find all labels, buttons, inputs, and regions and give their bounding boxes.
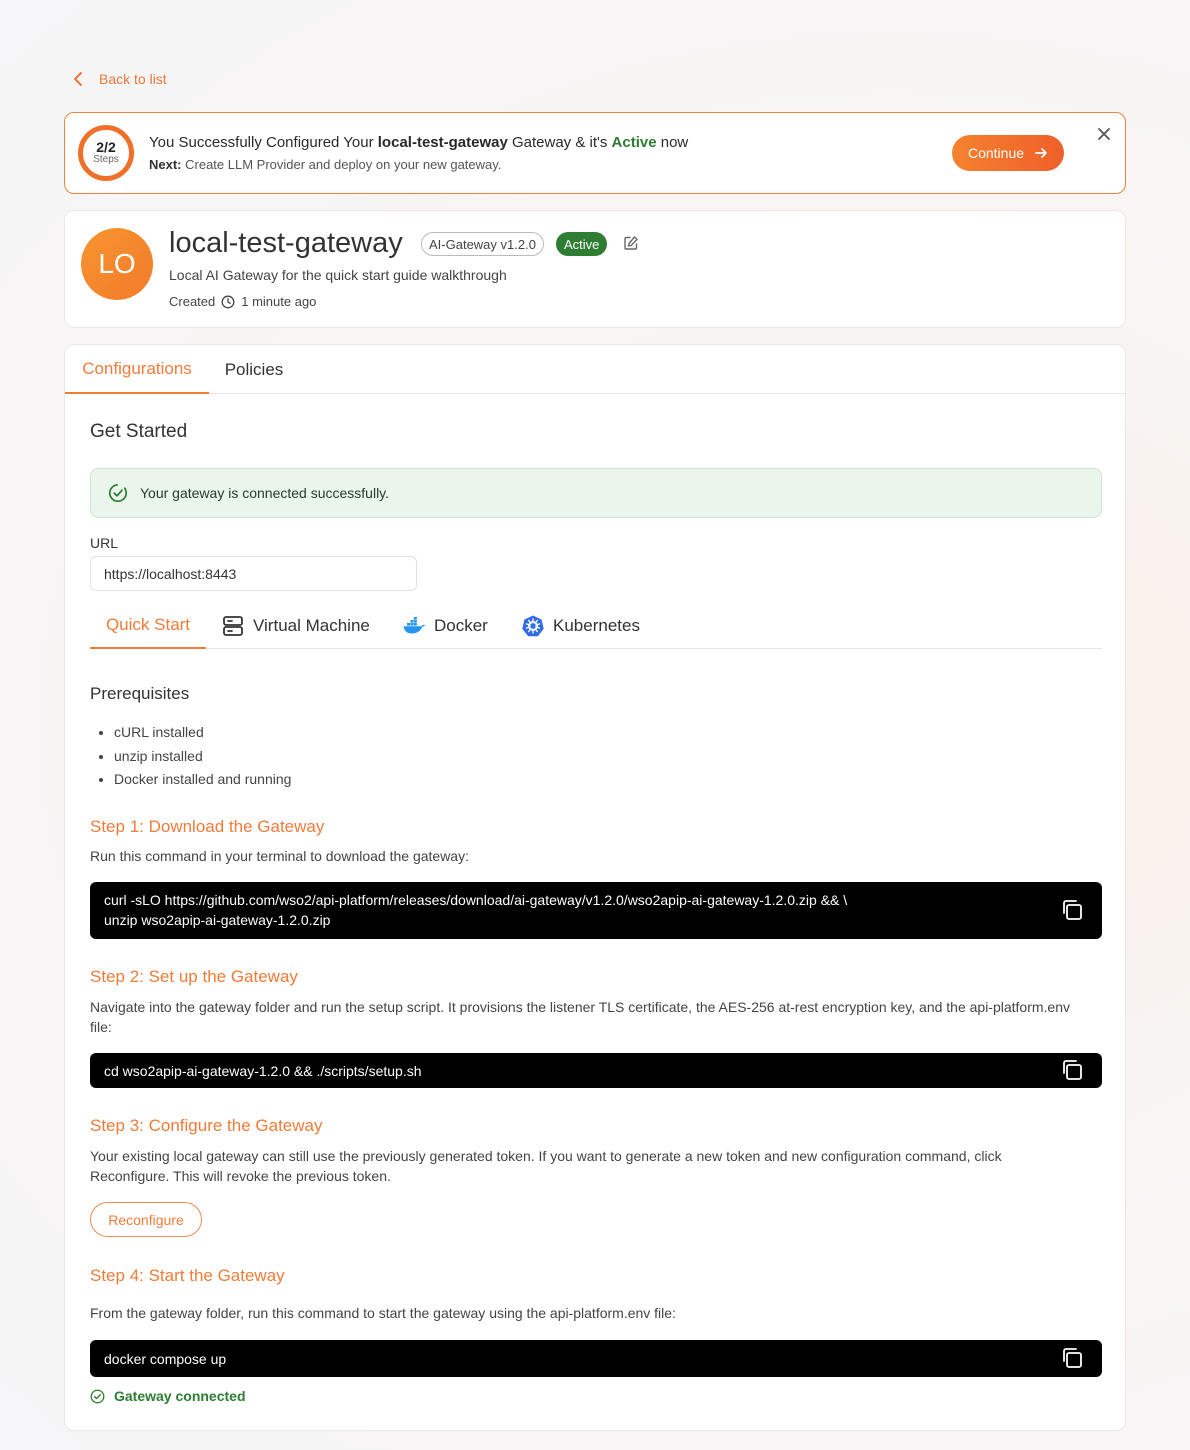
gateway-description: Local AI Gateway for the quick start guide walkthrough <box>169 267 507 283</box>
step-1-code-block <box>90 882 1102 939</box>
copy-icon[interactable] <box>1060 1058 1084 1082</box>
subtab-docker[interactable] <box>402 603 488 649</box>
success-message: Your gateway is connected successfully. <box>140 485 390 501</box>
created-time: 1 minute ago <box>241 294 317 309</box>
version-chip: AI-Gateway v1.2.0 <box>421 232 544 256</box>
prerequisites-title: Prerequisites <box>90 684 190 703</box>
steps-count: 2/2 <box>96 139 116 155</box>
get-started-title: Get Started <box>90 421 188 442</box>
avatar: LO <box>81 228 153 300</box>
subtab-kubernetes[interactable] <box>521 603 640 649</box>
docker-icon <box>402 614 426 638</box>
continue-label: Continue <box>967 145 1025 161</box>
subtab-docker-label: Docker <box>434 616 488 635</box>
banner-title-prefix: You Successfully Configured Your <box>149 134 378 151</box>
step-1-code-line-2: unzip wso2apip-ai-gateway-1.2.0.zip <box>104 912 331 928</box>
success-banner <box>64 112 1126 194</box>
subtab-virtual-machine[interactable] <box>221 603 370 649</box>
step-2-code: cd wso2apip-ai-gateway-1.2.0 && ./scripts/setup.sh <box>104 1063 422 1079</box>
copy-icon[interactable] <box>1060 1346 1084 1370</box>
step-2-code-block <box>90 1053 1102 1088</box>
list-item: • unzip installed <box>114 746 291 770</box>
step-1-code-line-1: curl -sLO https://github.com/wso2/api-platform/releases/download/ai-gateway/v1.2.0/wso2apip-ai-gateway-1.2.0.zip && \ <box>104 892 848 908</box>
check-circle-icon <box>90 1389 105 1404</box>
deployment-subtabs <box>90 603 1102 649</box>
server-icon <box>221 614 245 638</box>
gateway-connected-status <box>90 1388 246 1404</box>
banner-next-step <box>149 157 501 172</box>
steps-label: Steps <box>93 154 119 165</box>
banner-gateway-name: local-test-gateway <box>377 134 508 151</box>
url-label: URL <box>90 535 119 551</box>
gateway-name: local-test-gateway <box>169 227 403 259</box>
step-4-code: docker compose up <box>104 1351 227 1367</box>
back-label: Back to list <box>99 71 167 87</box>
subtab-kubernetes-label: Kubernetes <box>553 616 640 635</box>
chevron-left-icon <box>71 71 85 87</box>
list-item: • cURL installed <box>114 722 291 746</box>
main-content-card <box>64 344 1126 1431</box>
banner-title-suffix: now <box>656 134 689 151</box>
reconfigure-button[interactable]: Reconfigure <box>90 1202 202 1237</box>
subtab-quick-start-label: Quick Start <box>105 615 191 634</box>
subtab-quick-start[interactable] <box>90 603 206 649</box>
back-to-list-link[interactable] <box>71 71 167 87</box>
step-2-title: Step 2: Set up the Gateway <box>90 967 298 986</box>
arrow-right-icon <box>1034 146 1048 160</box>
main-tabs <box>65 345 1125 394</box>
list-item: • Docker installed and running <box>114 769 291 793</box>
created-info <box>169 294 316 309</box>
tab-policies[interactable]: Policies <box>224 359 284 379</box>
check-circle-icon <box>108 483 128 503</box>
step-4-code-block <box>90 1340 1102 1377</box>
banner-title <box>149 134 688 151</box>
step-3-title: Step 3: Configure the Gateway <box>90 1116 323 1135</box>
copy-icon[interactable] <box>1060 898 1084 922</box>
success-alert <box>90 468 1102 518</box>
gateway-connected-label: Gateway connected <box>114 1388 246 1404</box>
prerequisites-list <box>114 722 291 793</box>
step-3-text: Your existing local gateway can still use the previously generated token. If you want to generate a new token and new configuration command, click Reconfigure. This will revoke the previous token. <box>90 1148 1002 1184</box>
step-4-text: From the gateway folder, run this command to start the gateway using the api-platform.env file: <box>90 1305 676 1321</box>
banner-status-word: Active <box>611 134 657 151</box>
step-2-text: Navigate into the gateway folder and run the setup script. It provisions the listener TLS certificate, the AES-256 at-rest encryption key, and the api-platform.env file: <box>90 999 1071 1035</box>
step-1-title: Step 1: Download the Gateway <box>90 817 325 836</box>
step-1-text: Run this command in your terminal to download the gateway: <box>90 848 469 864</box>
kubernetes-icon <box>521 614 545 638</box>
close-icon[interactable] <box>1096 126 1112 142</box>
tab-configurations[interactable]: Configurations <box>65 345 209 394</box>
status-badge: Active <box>556 232 607 256</box>
continue-button[interactable] <box>952 135 1064 171</box>
banner-next-label: Next: <box>149 157 182 172</box>
steps-progress-ring <box>78 125 134 181</box>
banner-next-text: Create LLM Provider and deploy on your new gateway. <box>181 157 502 172</box>
gateway-header-card <box>64 210 1126 328</box>
subtab-virtual-machine-label: Virtual Machine <box>253 616 370 635</box>
step-4-title: Step 4: Start the Gateway <box>90 1266 285 1285</box>
banner-title-mid: Gateway & it's <box>507 134 612 151</box>
edit-icon[interactable] <box>623 235 639 251</box>
url-field[interactable]: https://localhost:8443 <box>90 556 417 591</box>
created-label: Created <box>169 294 216 309</box>
clock-icon <box>221 295 235 309</box>
